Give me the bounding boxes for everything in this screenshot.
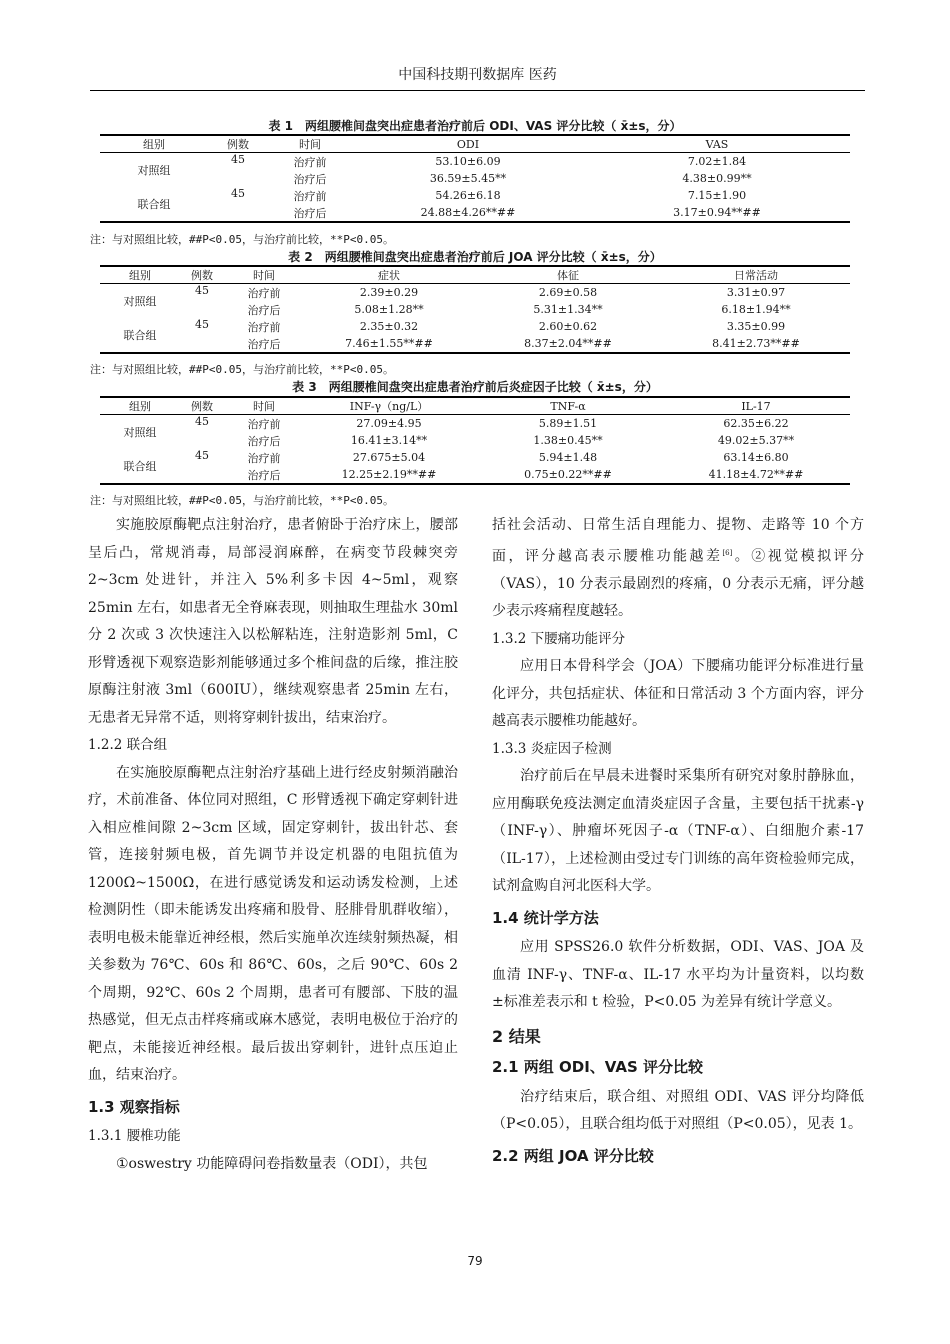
col-header: 体征	[474, 266, 662, 284]
cell: 治疗后	[293, 206, 327, 220]
cell: 治疗前	[293, 189, 327, 203]
header-rule	[90, 90, 865, 91]
col-header: VAS	[584, 135, 850, 153]
cell: 治疗前	[247, 320, 281, 334]
group-name: 对照组	[123, 426, 157, 439]
col-header: 例数	[180, 397, 224, 415]
paragraph: 治疗结束后，联合组、对照组 ODI、VAS 评分均降低（P<0.05），且联合组均低于对照组（P<0.05），见表 1。	[492, 1088, 864, 1133]
section-heading: 1.4 统计学方法	[492, 908, 599, 927]
citation: [6]	[722, 548, 733, 557]
cell: 63.14±6.80	[723, 451, 789, 464]
cell: 3.35±0.99	[726, 320, 786, 333]
right-column	[492, 512, 864, 1172]
cell: 治疗后	[247, 468, 281, 482]
col-header: 例数	[208, 135, 268, 153]
col-header: 组别	[100, 266, 180, 284]
col-header: INF-γ（ng/L）	[304, 397, 474, 415]
cell: 24.88±4.26**##	[420, 206, 516, 219]
col-header: 组别	[100, 397, 180, 415]
cell: 12.25±2.19**##	[341, 468, 437, 481]
paragraph: 应用日本骨科学会（JOA）下腰痛功能评分标准进行量化评分，共包括症状、体征和日常活动 3 个方面内容，评分越高表示腰椎功能越好。	[492, 658, 864, 730]
group-name: 联合组	[123, 329, 157, 342]
section-heading: 2.1 两组 ODI、VAS 评分比较	[492, 1058, 704, 1077]
cell: 0.75±0.22**##	[524, 468, 612, 481]
table2-note: 注：与对照组比较，##P<0.05，与治疗前比较，**P<0.05。	[90, 363, 394, 376]
cell: 6.18±1.94**	[721, 303, 791, 316]
col-header: 症状	[304, 266, 474, 284]
cell: 1.38±0.45**	[533, 434, 603, 447]
cell: 治疗后	[247, 434, 281, 448]
col-header: 时间	[224, 266, 304, 284]
cell: 7.15±1.90	[687, 189, 747, 202]
cell: 治疗后	[293, 172, 327, 186]
cell: 治疗后	[247, 337, 281, 351]
table-row	[100, 153, 850, 171]
cell: 54.26±6.18	[435, 189, 501, 202]
section-heading: 1.3 观察指标	[88, 1097, 180, 1116]
cell: 8.37±2.04**##	[524, 337, 612, 350]
group-count: 45	[231, 153, 245, 166]
paragraph: ①oswestry 功能障碍问卷指数量表（ODI），共包	[116, 1155, 428, 1172]
cell: 49.02±5.37**	[717, 434, 795, 447]
cell: 2.69±0.58	[538, 286, 598, 299]
section-heading: 1.3.2 下腰痛功能评分	[492, 630, 626, 647]
cell: 5.89±1.51	[538, 417, 598, 430]
col-header: 例数	[180, 266, 224, 284]
table-row	[100, 284, 850, 302]
group-name: 对照组	[137, 164, 171, 177]
cell: 7.46±1.55**##	[345, 337, 433, 350]
group-name: 联合组	[123, 460, 157, 473]
col-header: 组别	[100, 135, 208, 153]
col-header: 时间	[268, 135, 352, 153]
left-column	[88, 512, 458, 1178]
section-heading: 2 结果	[492, 1026, 541, 1046]
cell: 7.02±1.84	[687, 155, 747, 168]
cell: 2.35±0.32	[359, 320, 419, 333]
col-header: TNF-α	[474, 397, 662, 415]
cell: 8.41±2.73**##	[712, 337, 800, 350]
cell: 27.675±5.04	[352, 451, 426, 464]
cell: 16.41±3.14**	[350, 434, 428, 447]
section-heading: 1.3.3 炎症因子检测	[492, 740, 612, 757]
paragraph: 应用 SPSS26.0 软件分析数据，ODI、VAS、JOA 及血清 INF-γ、TNF-α、IL-17 水平均为计量资料，以均数±标准差表示和 t 检验，P<0.05 为差异有统计学意义。	[492, 939, 864, 1011]
cell: 41.18±4.72**##	[708, 468, 804, 481]
cell: 治疗前	[247, 417, 281, 431]
group-name: 联合组	[137, 198, 171, 211]
cell: 5.08±1.28**	[354, 303, 424, 316]
cell: 5.94±1.48	[538, 451, 598, 464]
section-heading: 2.2 两组 JOA 评分比较	[492, 1146, 654, 1165]
table3-note: 注：与对照组比较，##P<0.05，与治疗前比较，**P<0.05。	[90, 494, 394, 507]
table-row	[100, 318, 850, 335]
cell: 治疗前	[293, 155, 327, 169]
cell: 治疗前	[247, 451, 281, 465]
table1-title: 表 1 两组腰椎间盘突出症患者治疗前后 ODI、VAS 评分比较（ x̄±s，分）	[268, 119, 682, 133]
table1-note: 注：与对照组比较，##P<0.05，与治疗前比较，**P<0.05。	[90, 233, 394, 246]
table-row	[100, 187, 850, 204]
group-count: 45	[195, 415, 209, 428]
col-header: 时间	[224, 397, 304, 415]
cell: 62.35±6.22	[723, 417, 789, 430]
cell: 4.38±0.99**	[682, 172, 752, 185]
paragraph: 治疗前后在早晨未进餐时采集所有研究对象肘静脉血，应用酶联免疫法测定血清炎症因子含量，主要包括干扰素-γ（INF-γ）、肿瘤坏死因子-α（TNF-α）、白细胞介素-17（IL-17），上述检测由受过专门训练的高年资检验师完成，试剂盒购自河北医科大学。	[492, 768, 864, 895]
col-header: IL-17	[662, 397, 850, 415]
section-heading: 1.3.1 腰椎功能	[88, 1128, 181, 1144]
cell: 治疗后	[247, 303, 281, 317]
table2-title: 表 2 两组腰椎间盘突出症患者治疗前后 JOA 评分比较（ x̄±s，分）	[288, 250, 662, 264]
table3-title: 表 3 两组腰椎间盘突出症患者治疗前后炎症因子比较（ x̄±s，分）	[292, 380, 658, 394]
section-heading: 1.2.2 联合组	[88, 737, 168, 753]
paragraph: 实施胶原酶靶点注射治疗，患者俯卧于治疗床上，腰部呈后凸，常规消毒，局部浸润麻醉，在病变节段棘突旁 2~3cm 处进针，并注入 5%利多卡因 4~5ml，观察 25min 左右，如患者无全脊麻表现，则抽取生理盐水 30ml 分 2 次或 3 次快速注入以松解粘连，注射造影剂 5ml，C 形臂透视下观察造影剂能够通过多个椎间盘的后缘，推注胶原酶注射液 3ml（600IU），继续观察患者 25min 左右，无患者无异常不适，则将穿刺针拔出，结束治疗。	[88, 517, 458, 726]
table3	[100, 396, 850, 485]
cell: 2.39±0.29	[359, 286, 419, 299]
paragraph-text: 括社会活动、日常生活自理能力、提物、走路等 10 个方面，评分越高表示腰椎功能越差	[492, 517, 864, 565]
cell: 27.09±4.95	[356, 417, 422, 430]
group-count: 45	[195, 284, 209, 297]
page-number: 79	[467, 1254, 483, 1268]
cell: 2.60±0.62	[538, 320, 598, 333]
group-count: 45	[195, 449, 209, 462]
col-header: 日常活动	[662, 266, 850, 284]
paragraph: 在实施胶原酶靶点注射治疗基础上进行经皮射频消融治疗，术前准备、体位同对照组，C 形臂透视下确定穿刺针进入相应椎间隙 2~3cm 区域，固定穿刺针，拔出针芯、套管，连接射频电极，首先调节并设定机器的电阻抗值为 1200Ω~1500Ω，在进行感觉诱发和运动诱发检测，上述检测阴性（即未能诱发出疼痛和股骨、胫腓骨肌群收缩），表明电极未能靠近神经根，然后实施单次连续射频热凝，相关参数为 76℃、60s 和 86℃、60s，之后 90℃、60s 2 个周期，92℃、60s 2 个周期，患者可有腰部、下肢的温热感觉，但无点击样疼痛或麻木感觉，表明电极位于治疗的靶点，未能接近神经根。最后拔出穿刺针，进针点压迫止血，结束治疗。	[88, 764, 458, 1083]
paragraph	[492, 512, 864, 626]
paragraph-text: 。②视觉模拟评分（VAS），10 分表示最剧烈的疼痛，0 分表示无痛，评分越少表示疼痛程度越轻。	[492, 548, 865, 620]
group-count: 45	[231, 187, 245, 200]
cell: 3.17±0.94**##	[673, 206, 761, 219]
journal-header: 中国科技期刊数据库 医药	[398, 67, 557, 83]
cell: 3.31±0.97	[726, 286, 786, 299]
group-count: 45	[195, 318, 209, 331]
table-row	[100, 449, 850, 466]
cell: 36.59±5.45**	[429, 172, 507, 185]
group-name: 对照组	[123, 295, 157, 308]
table-row	[100, 415, 850, 433]
table2	[100, 265, 850, 354]
col-header: ODI	[352, 135, 584, 153]
cell: 5.31±1.34**	[533, 303, 603, 316]
table1	[100, 134, 850, 223]
cell: 53.10±6.09	[435, 155, 501, 168]
cell: 治疗前	[247, 286, 281, 300]
